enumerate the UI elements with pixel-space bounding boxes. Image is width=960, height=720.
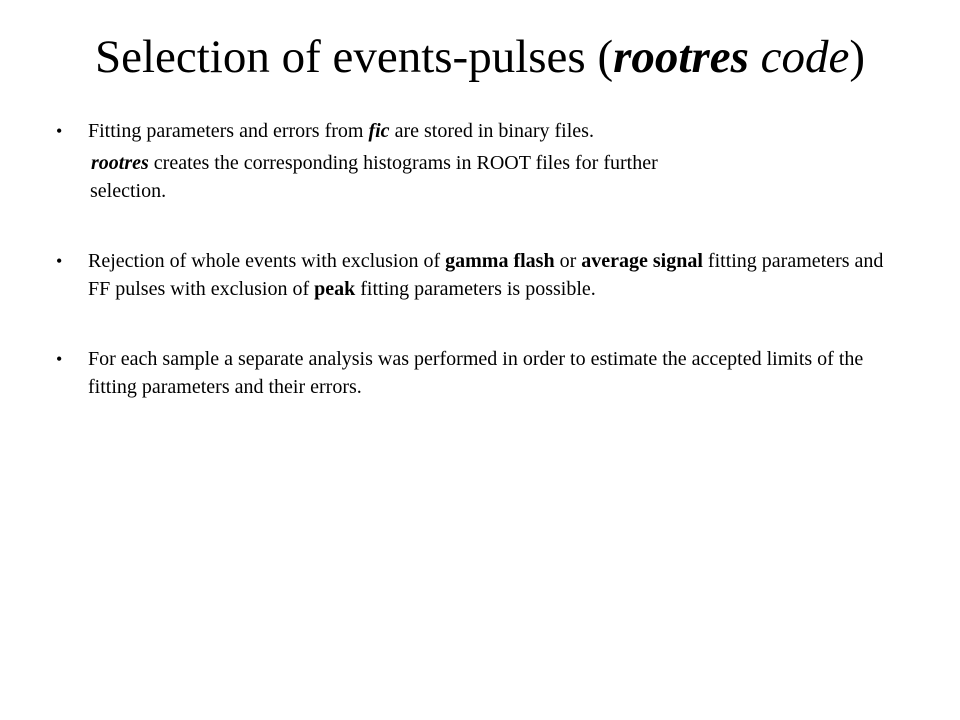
bullet-item-1: [48, 117, 908, 205]
slide-title: [0, 30, 960, 84]
bullet-1-line-1: [88, 120, 594, 142]
bullet-item-2: [48, 247, 908, 303]
bullet-1-rootres: rootres: [91, 152, 149, 174]
bullet-2-average-signal: average signal: [581, 250, 703, 272]
title-text-2: ): [849, 31, 866, 83]
bullet-2-text-g: fitting parameters is possible.: [355, 278, 596, 300]
title-code: code: [748, 31, 850, 83]
bullet-icon: •: [56, 121, 63, 141]
bullet-1-fic: fic: [368, 120, 390, 142]
bullet-1-text-2: creates the corresponding histograms in ROOT files for further: [148, 152, 658, 174]
bullet-2-gamma-flash: gamma flash: [445, 250, 555, 272]
bullet-icon: •: [56, 251, 63, 271]
bullet-list: [48, 117, 908, 401]
bullet-item-3: [48, 345, 908, 401]
bullet-1-text-a: Fitting parameters and errors from: [88, 120, 369, 142]
title-rootres: rootres: [613, 31, 749, 83]
bullet-2-peak: peak: [314, 278, 356, 300]
bullet-1-line-3: selection.: [90, 180, 167, 202]
bullet-2-text-a: Rejection of whole events with exclusion of: [88, 250, 446, 272]
title-text-1: Selection of events-pulses (: [94, 31, 614, 83]
bullet-2-text-c: or: [554, 250, 582, 272]
bullet-2-text: [88, 250, 883, 300]
bullet-1-text-c: are stored in binary files.: [389, 120, 594, 142]
bullet-icon: •: [56, 349, 63, 369]
bullet-1-line-2: [88, 149, 908, 177]
bullet-3-text: For each sample a separate analysis was performed in order to estimate the accepted limits of the fitting parameters and their errors.: [88, 348, 864, 398]
bullet-2-text-e: fitting parameters and FF pulses with exclusion of: [88, 250, 884, 300]
